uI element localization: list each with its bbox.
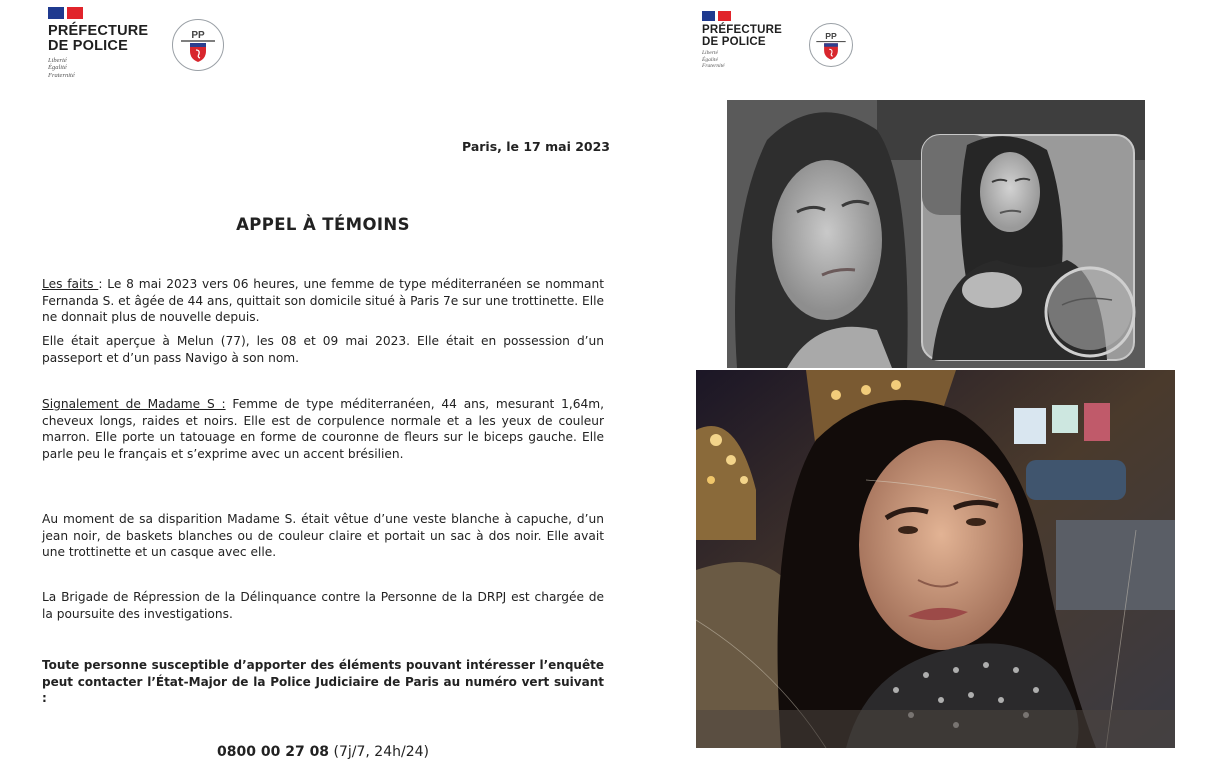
svg-text:PP: PP bbox=[825, 30, 837, 41]
org-name-line1: PRÉFECTURE bbox=[48, 23, 149, 39]
missing-person-photos-page bbox=[650, 0, 1217, 771]
svg-text:PP: PP bbox=[191, 30, 205, 41]
investigation-paragraph: La Brigade de Répression de la Délinquance contre la Personne de la DRPJ est chargée de la poursuite des investigations. bbox=[42, 590, 604, 621]
clothing-paragraph: Au moment de sa disparition Madame S. était vêtue d’une veste blanche à capuche, d’un jean noir, de baskets blanches ou de couleur claire et portait un sac à dos noir. Elle avait une trottinette et un casque avec elle. bbox=[42, 512, 604, 559]
notice-date: Paris, le 17 mai 2023 bbox=[462, 139, 610, 154]
hotline-hours: (7j/7, 24h/24) bbox=[329, 744, 429, 760]
hotline bbox=[42, 743, 604, 761]
contact-paragraph: Toute personne susceptible d’apporter des éléments pouvant intéresser l’enquête peut contacter l’État-Major de la Police Judiciaire de Paris au numéro vert suivant : bbox=[42, 658, 604, 705]
french-flag-icon bbox=[702, 11, 782, 21]
prefecture-logo bbox=[48, 7, 148, 79]
description-label: Signalement de Madame S : bbox=[42, 397, 226, 411]
facts-paragraph: Les faits : Le 8 mai 2023 vers 06 heures, une femme de type méditerranéen se nommant Fernanda S. et âgée de 44 ans, quittait son domicile situé à Paris 7e sur une trottinette. Elle ne donnait plus de nouvelle depuis. bbox=[42, 277, 605, 324]
color-photo bbox=[696, 370, 1175, 748]
notice-title: APPEL À TÉMOINS bbox=[236, 215, 410, 234]
org-name-line1: PRÉFECTURE bbox=[702, 24, 782, 36]
grayscale-photo bbox=[727, 100, 1145, 368]
prefecture-logo bbox=[702, 11, 782, 69]
org-name-line2: DE POLICE bbox=[702, 35, 766, 48]
republic-motto: Liberté Égalité Fraternité bbox=[702, 50, 725, 70]
police-badge-icon bbox=[172, 19, 224, 71]
police-badge-icon bbox=[809, 23, 853, 67]
republic-motto: Liberté Égalité Fraternité bbox=[48, 56, 75, 79]
hotline-number[interactable]: 0800 00 27 08 bbox=[217, 744, 330, 760]
sighting-paragraph: Elle était aperçue à Melun (77), les 08 et 09 mai 2023. Elle était en possession d’un passeport et d’un pass Navigo à son nom. bbox=[42, 334, 604, 365]
facts-label: Les faits bbox=[42, 277, 99, 291]
french-flag-icon bbox=[48, 7, 148, 19]
org-name-line2: DE POLICE bbox=[48, 37, 128, 54]
description-paragraph: Signalement de Madame S : Femme de type méditerranéen, 44 ans, mesurant 1,64m, cheveux longs, raides et noirs. Elle est de corpulence normale et a les yeux de couleur marron. Elle porte un tatouage en forme de couronne de fleurs sur le biceps gauche. Elle parle peu le français et s’exprime avec un accent brésilien. bbox=[42, 397, 604, 461]
